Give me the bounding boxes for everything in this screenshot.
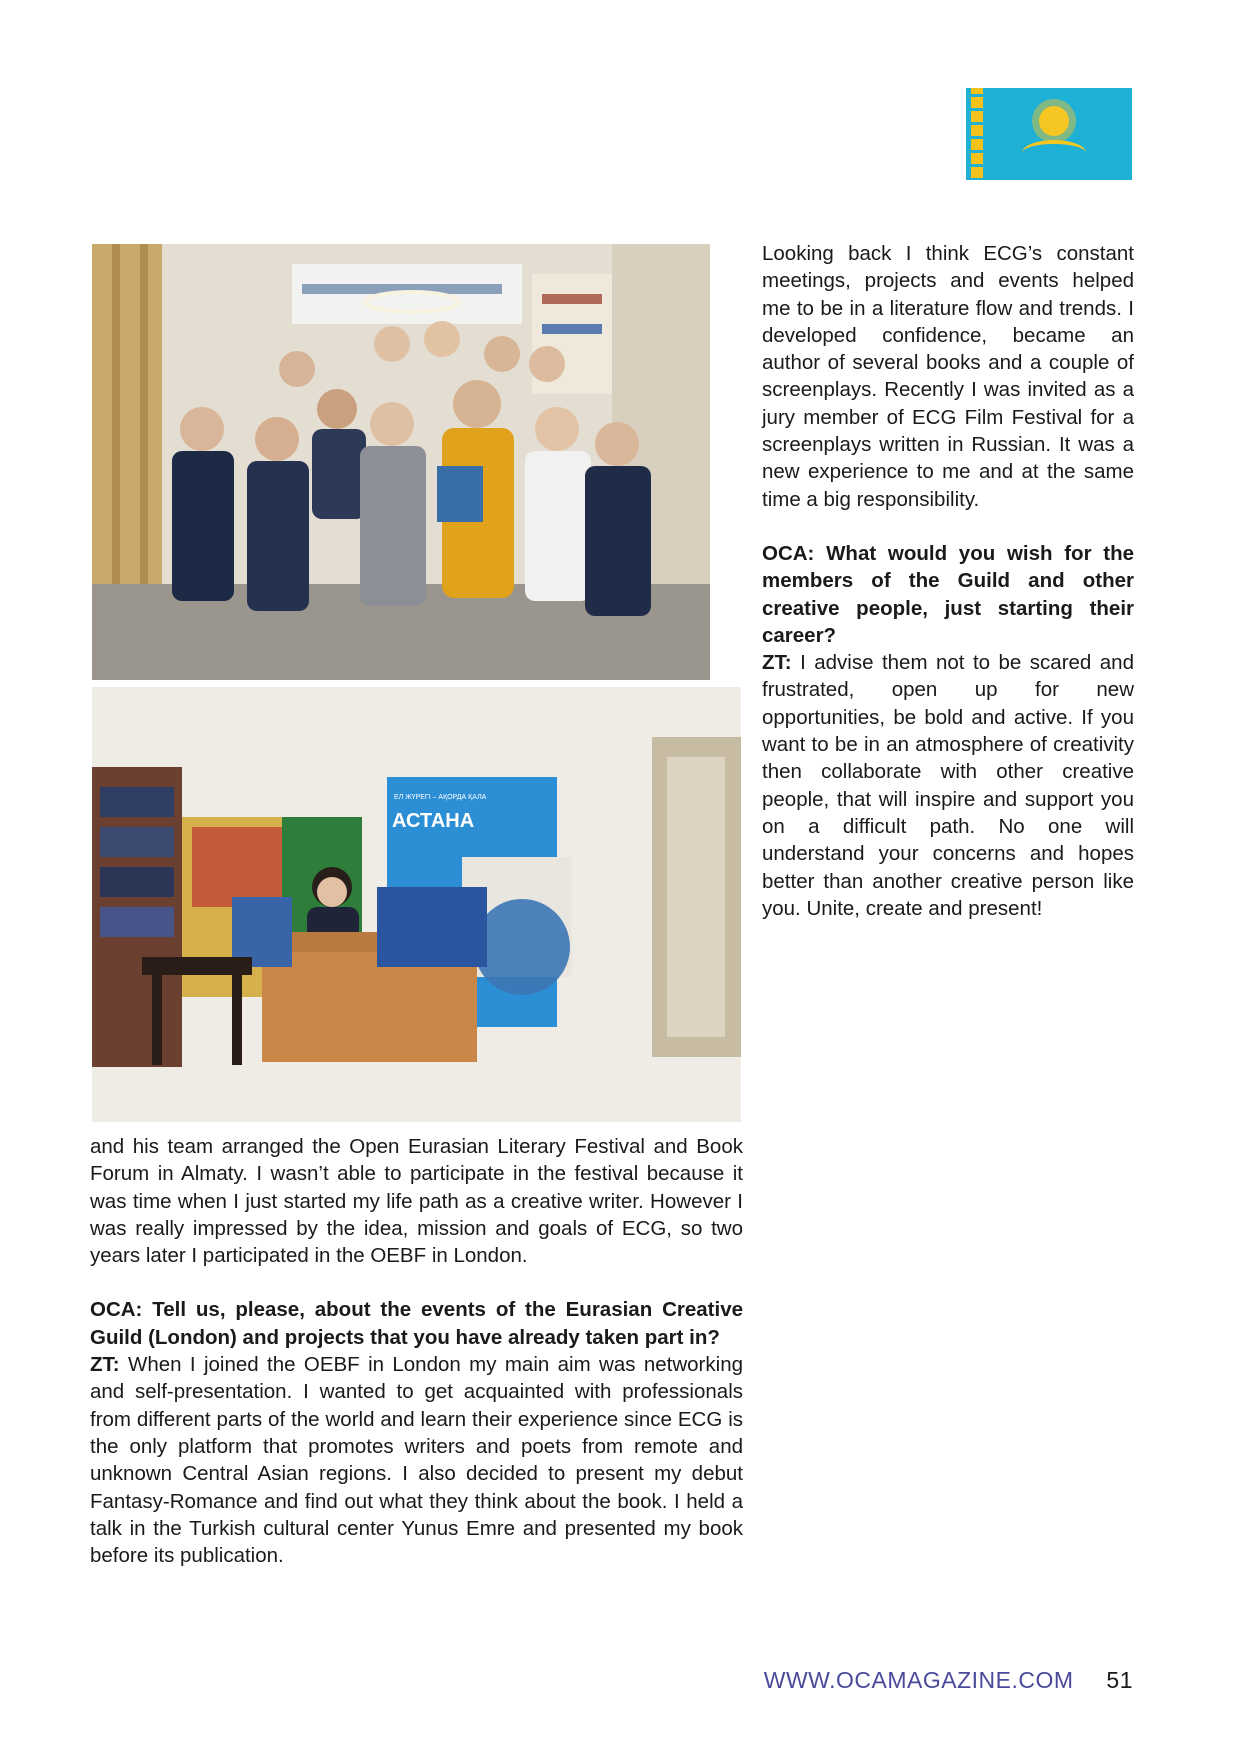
poster-small-text: ЕЛ ЖҮРЕГІ – АҚОРДА ҚАЛА: [394, 794, 487, 801]
answer-1: [90, 1351, 743, 1569]
group-photo-illustration: [92, 244, 710, 680]
left-paragraph-1: and his team arranged the Open Eurasian Literary Festival and Book Forum in Almaty. I wasn’t able to participate in the festival because it was time when I just started my life path as a creative writer. However I was really impressed by the idea, mission and goals of ECG, so two years later I participated in the OEBF in London.: [90, 1135, 743, 1268]
answer-2: [762, 649, 1134, 922]
flag-sun: [1039, 106, 1069, 136]
group-photo-bookstore: [92, 244, 710, 680]
answer-1-label: ZT:: [90, 1353, 120, 1377]
right-paragraph-1: Looking back I think ECG’s constant meetings, projects and events helped me to be in a literature flow and trends. I developed confidence, became an author of several books and a couple of screenplays. Recently I was invited as a jury member of ECG Film Festival for a screenplays written in Russian. It was a new experience to me and at the same time a big responsibility.: [762, 242, 1134, 511]
answer-1-text: When I joined the OEBF in London my main aim was networking and self-presentation. I wanted to get acquainted with professionals from different parts of the world and learn their experience since ECG is the only platform that promotes writers and poets from remote and unknown Central Asian regions. I also decided to present my debut Fantasy-Romance and find out what they think about the book. I held a talk in the Turkish cultural center Yunus Emre and presented my book before its publication.: [90, 1353, 743, 1568]
page-number: 51: [1106, 1667, 1133, 1693]
book-presentation-photo: [92, 687, 741, 1122]
answer-2-text: I advise them not to be scared and frustrated, open up for new opportunities, be bold and active. If you want to be in an atmosphere of creativity then collaborate with other creative people, that will inspire and support you on a difficult path. No one will understand your concerns and hopes better than another creative person like you. Unite, create and present!: [762, 651, 1134, 920]
right-column: [762, 240, 1134, 922]
footer-url[interactable]: WWW.OCAMAGAZINE.COM: [763, 1667, 1074, 1693]
flag-ornament: [971, 88, 983, 180]
question-2: OCA: What would you wish for the members of the Guild and other creative people, just starting their career?: [762, 541, 1134, 647]
book-presentation-illustration: [92, 687, 741, 1122]
page-footer: [764, 1667, 1133, 1694]
kazakhstan-flag: [966, 88, 1132, 180]
flag-eagle: [1022, 140, 1086, 166]
answer-2-label: ZT:: [762, 651, 792, 675]
left-column: [90, 1133, 743, 1569]
poster-title: АСТАНА: [392, 810, 475, 832]
question-1: OCA: Tell us, please, about the events of the Eurasian Creative Guild (London) and projects that you have already taken part in?: [90, 1298, 743, 1349]
